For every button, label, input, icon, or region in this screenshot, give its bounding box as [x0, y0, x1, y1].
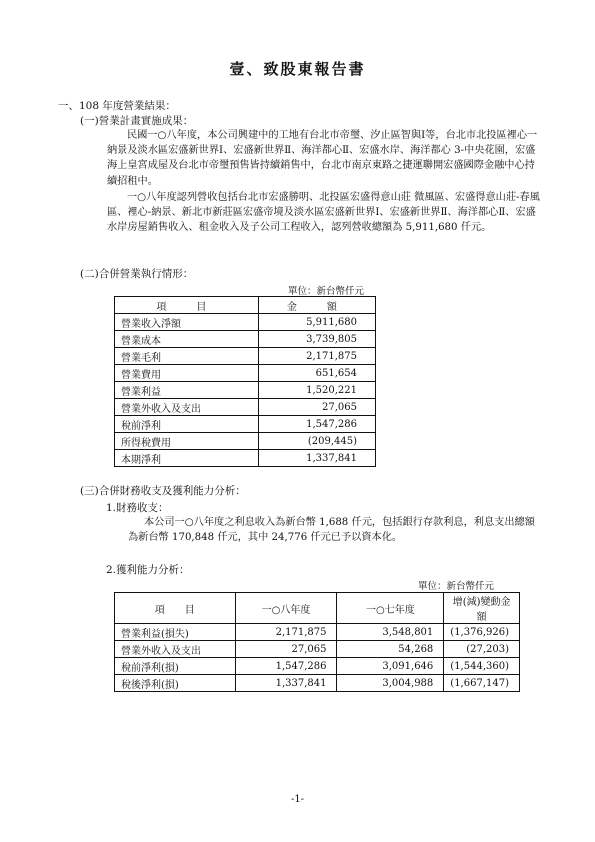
operations-table	[114, 296, 376, 467]
row-value-107: 3,548,801	[337, 624, 444, 641]
row-amount: 1,520,221	[258, 382, 375, 399]
row-value-107: 3,004,988	[337, 675, 444, 692]
table-row	[115, 433, 376, 450]
page-number: -1-	[290, 794, 305, 805]
table-row	[115, 624, 520, 641]
row-value-108: 1,547,286	[235, 658, 337, 675]
table-row	[115, 675, 520, 692]
table-row	[115, 382, 376, 399]
profitability-table	[114, 592, 520, 692]
table-row	[115, 416, 376, 433]
section-heading-operating-results: 一、108 年度營業結果：	[58, 100, 176, 112]
unit-label-operations: 單位：新台幣仟元	[288, 286, 365, 297]
row-value-107: 54,268	[337, 641, 444, 658]
row-item: 稅後淨利(損)	[115, 675, 236, 692]
subsection-heading-operations: (二)合併營業執行情形：	[80, 268, 194, 280]
row-amount: 27,065	[258, 399, 375, 416]
column-header-108: 一○八年度	[235, 593, 337, 624]
row-item: 營業外收入及支出	[115, 399, 259, 416]
row-item: 營業利益(損失)	[115, 624, 236, 641]
row-item: 營業成本	[115, 331, 259, 348]
item-heading-income-expense: 1.財務收支：	[106, 502, 169, 514]
row-value-change: (1,667,147)	[444, 675, 520, 692]
row-item: 稅前淨利	[115, 416, 259, 433]
row-value-107: 3,091,646	[337, 658, 444, 675]
page-title: 壹、致股東報告書	[229, 60, 366, 78]
row-item: 所得稅費用	[115, 433, 259, 450]
paragraph-plan-results: 民國一○八年度，本公司興建中的工地有台北市帝璽、汐止區智與Ⅰ等，台北市北投區裡心一納景及淡水區宏盛新世界Ⅰ、宏盛新世界Ⅱ、海洋都心Ⅱ、宏盛水岸、海洋都心 3-中央花園，宏盛海上皇宮成屋及台北市帝璽預售皆持續銷售中，台北市南京東路之捷運聯開宏盛國際金融中心持續招租中。	[107, 130, 538, 187]
row-item: 營業外收入及支出	[115, 641, 236, 658]
table-row	[115, 450, 376, 467]
row-item: 營業毛利	[115, 348, 259, 365]
column-header-change: 增(減)變動金額	[444, 593, 520, 624]
table-row	[115, 641, 520, 658]
paragraph-revenue: 一○八年度認列營收包括台北市宏盛勝明、北投區宏盛得意山莊 微風區、宏盛得意山莊-春風區、裡心-納景、新北市新莊區宏盛帝境及淡水區宏盛新世界Ⅰ、宏盛新世界Ⅱ、海洋都心Ⅱ、宏盛水岸房屋銷售收入、租金收入及子公司工程收入，認列營收總額為 5,911,680 仟元。	[107, 192, 540, 234]
subsection-heading-plan-results: (一)營業計畫實施成果：	[80, 115, 194, 127]
table-row	[115, 658, 520, 675]
row-item: 稅前淨利(損)	[115, 658, 236, 675]
row-value-change: (1,376,926)	[444, 624, 520, 641]
row-item: 本期淨利	[115, 450, 259, 467]
row-value-108: 2,171,875	[235, 624, 337, 641]
table-header-row	[115, 297, 376, 314]
column-header-107: 一○七年度	[337, 593, 444, 624]
row-value-108: 27,065	[235, 641, 337, 658]
table-row	[115, 331, 376, 348]
table-row	[115, 365, 376, 382]
table-row	[115, 314, 376, 331]
column-header-item: 項 目	[115, 593, 236, 624]
row-amount: 1,337,841	[258, 450, 375, 467]
row-amount: 2,171,875	[258, 348, 375, 365]
row-amount: 3,739,805	[258, 331, 375, 348]
row-amount: 651,654	[258, 365, 375, 382]
column-header-item: 項 目	[115, 297, 259, 314]
row-item: 營業收入淨額	[115, 314, 259, 331]
row-item: 營業利益	[115, 382, 259, 399]
subsection-heading-financial-analysis: (三)合併財務收支及獲利能力分析：	[80, 485, 246, 497]
unit-label-profitability: 單位：新台幣仟元	[418, 581, 495, 592]
row-amount: (209,445)	[258, 433, 375, 450]
row-amount: 5,911,680	[258, 314, 375, 331]
table-header-row	[115, 593, 520, 624]
row-amount: 1,547,286	[258, 416, 375, 433]
paragraph-income-expense: 本公司一○八年度之利息收入為新台幣 1,688 仟元，包括銀行存款利息，利息支出總額為新台幣 170,848 仟元，其中 24,776 仟元已予以資本化。	[128, 517, 535, 544]
item-heading-profitability: 2.獲利能力分析：	[106, 564, 190, 576]
row-value-change: (1,544,360)	[444, 658, 520, 675]
column-header-amount: 金 額	[258, 297, 375, 314]
table-row	[115, 348, 376, 365]
row-value-108: 1,337,841	[235, 675, 337, 692]
row-item: 營業費用	[115, 365, 259, 382]
row-value-change: (27,203)	[444, 641, 520, 658]
table-row	[115, 399, 376, 416]
